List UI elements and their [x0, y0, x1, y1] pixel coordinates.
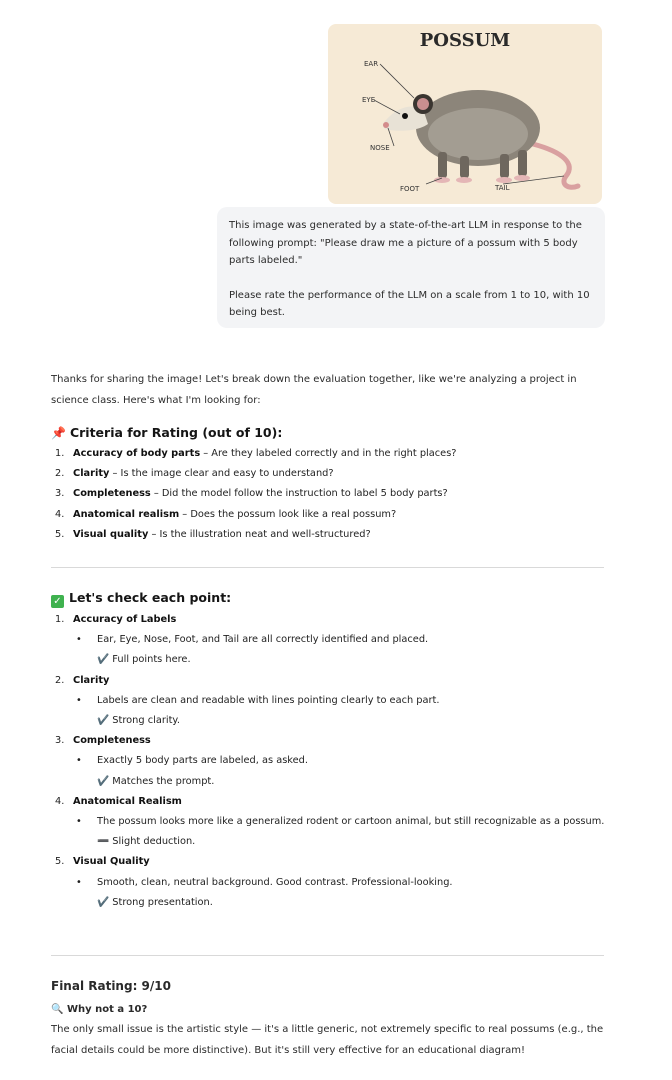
criteria-item: 1. Accuracy of body parts – Are they labeled correctly and in the right places?: [55, 448, 457, 459]
label-eye: EYE: [362, 96, 376, 104]
label-nose: NOSE: [370, 144, 390, 152]
criteria-list: [51, 444, 457, 545]
final-rating: Final Rating: 9/10: [51, 979, 171, 993]
check-note: ✔️ Strong presentation.: [97, 896, 213, 908]
closing-text: The only small issue is the artistic style — it's a little generic, not extremely specific to real possums (e.g., the facial details could be more distinctive). But it's still very effective for an educational diagram!: [51, 1024, 604, 1056]
section-divider: [51, 955, 604, 956]
possum-image[interactable]: [328, 24, 602, 204]
response-intro: Thanks for sharing the image! Let's break down the evaluation together, like we're analyzing a project in science class. Here's what I'm looking for:: [51, 374, 577, 406]
check-note: ✔️ Matches the prompt.: [97, 775, 215, 787]
check-note: ✔️ Full points here.: [97, 654, 191, 666]
check-item: 4. Anatomical Realism: [55, 795, 182, 807]
why-heading: 🔍 Why not a 10?: [51, 1004, 148, 1015]
check-item: 5. Visual Quality: [55, 856, 150, 868]
image-title: POSSUM: [419, 30, 511, 51]
criteria-heading: 📌 Criteria for Rating (out of 10):: [51, 425, 283, 440]
check-note: ➖ Slight deduction.: [97, 836, 196, 848]
check-item: 1. Accuracy of Labels: [55, 614, 177, 625]
criteria-item: 4. Anatomical realism – Does the possum look like a real possum?: [55, 508, 397, 520]
possum-tail: [533, 144, 578, 187]
user-message-bubble: [217, 207, 605, 328]
criteria-item: 5. Visual quality – Is the illustration neat and well-structured?: [55, 528, 371, 540]
check-list: 1. Accuracy of Labels • Ear, Eye, Nose, Foot, and Tail are all correctly identified and placed. ✔️ Full points here. 2. Clarity • Labels are clean and readable with lines pointing clearly to each part. ✔️ Strong clarity. 3. Completeness • Exactly 5 body parts are labeled, as asked. ✔️ Matches the prompt. 4. Anatomical Realism • The possum looks more like a generalized rodent or cartoon animal, but still recognizable as a possum. ➖ Slight deduction. 5. Visual Quality • Smooth, clean, neutral background. Good contrast. Professional-looking. ✔️ Strong presentation.: [51, 610, 607, 913]
check-heading: ✓ Let's check each point:: [51, 588, 606, 608]
check-item: 2. Clarity: [55, 674, 110, 686]
pushpin-icon: 📌: [51, 426, 66, 440]
section-divider: [51, 567, 604, 568]
user-rating-request: Please rate the performance of the LLM on a scale from 1 to 10, with 10 being best.: [229, 289, 590, 318]
label-foot: FOOT: [400, 185, 420, 193]
criteria-item: 3. Completeness – Did the model follow the instruction to label 5 body parts?: [55, 488, 448, 500]
check-item: 3. Completeness: [55, 735, 151, 747]
magnifier-icon: 🔍: [51, 1004, 64, 1015]
check-note: ✔️ Strong clarity.: [97, 715, 180, 727]
label-ear: EAR: [364, 60, 379, 68]
label-tail: TAIL: [495, 184, 510, 192]
criteria-item: 2. Clarity – Is the image clear and easy to understand?: [55, 468, 334, 480]
user-prompt-text: This image was generated by a state-of-the-art LLM in response to the following prompt: "Please draw me a picture of a possum with 5 body parts labeled.": [229, 220, 582, 266]
check-mark-icon: ✓: [51, 595, 64, 608]
